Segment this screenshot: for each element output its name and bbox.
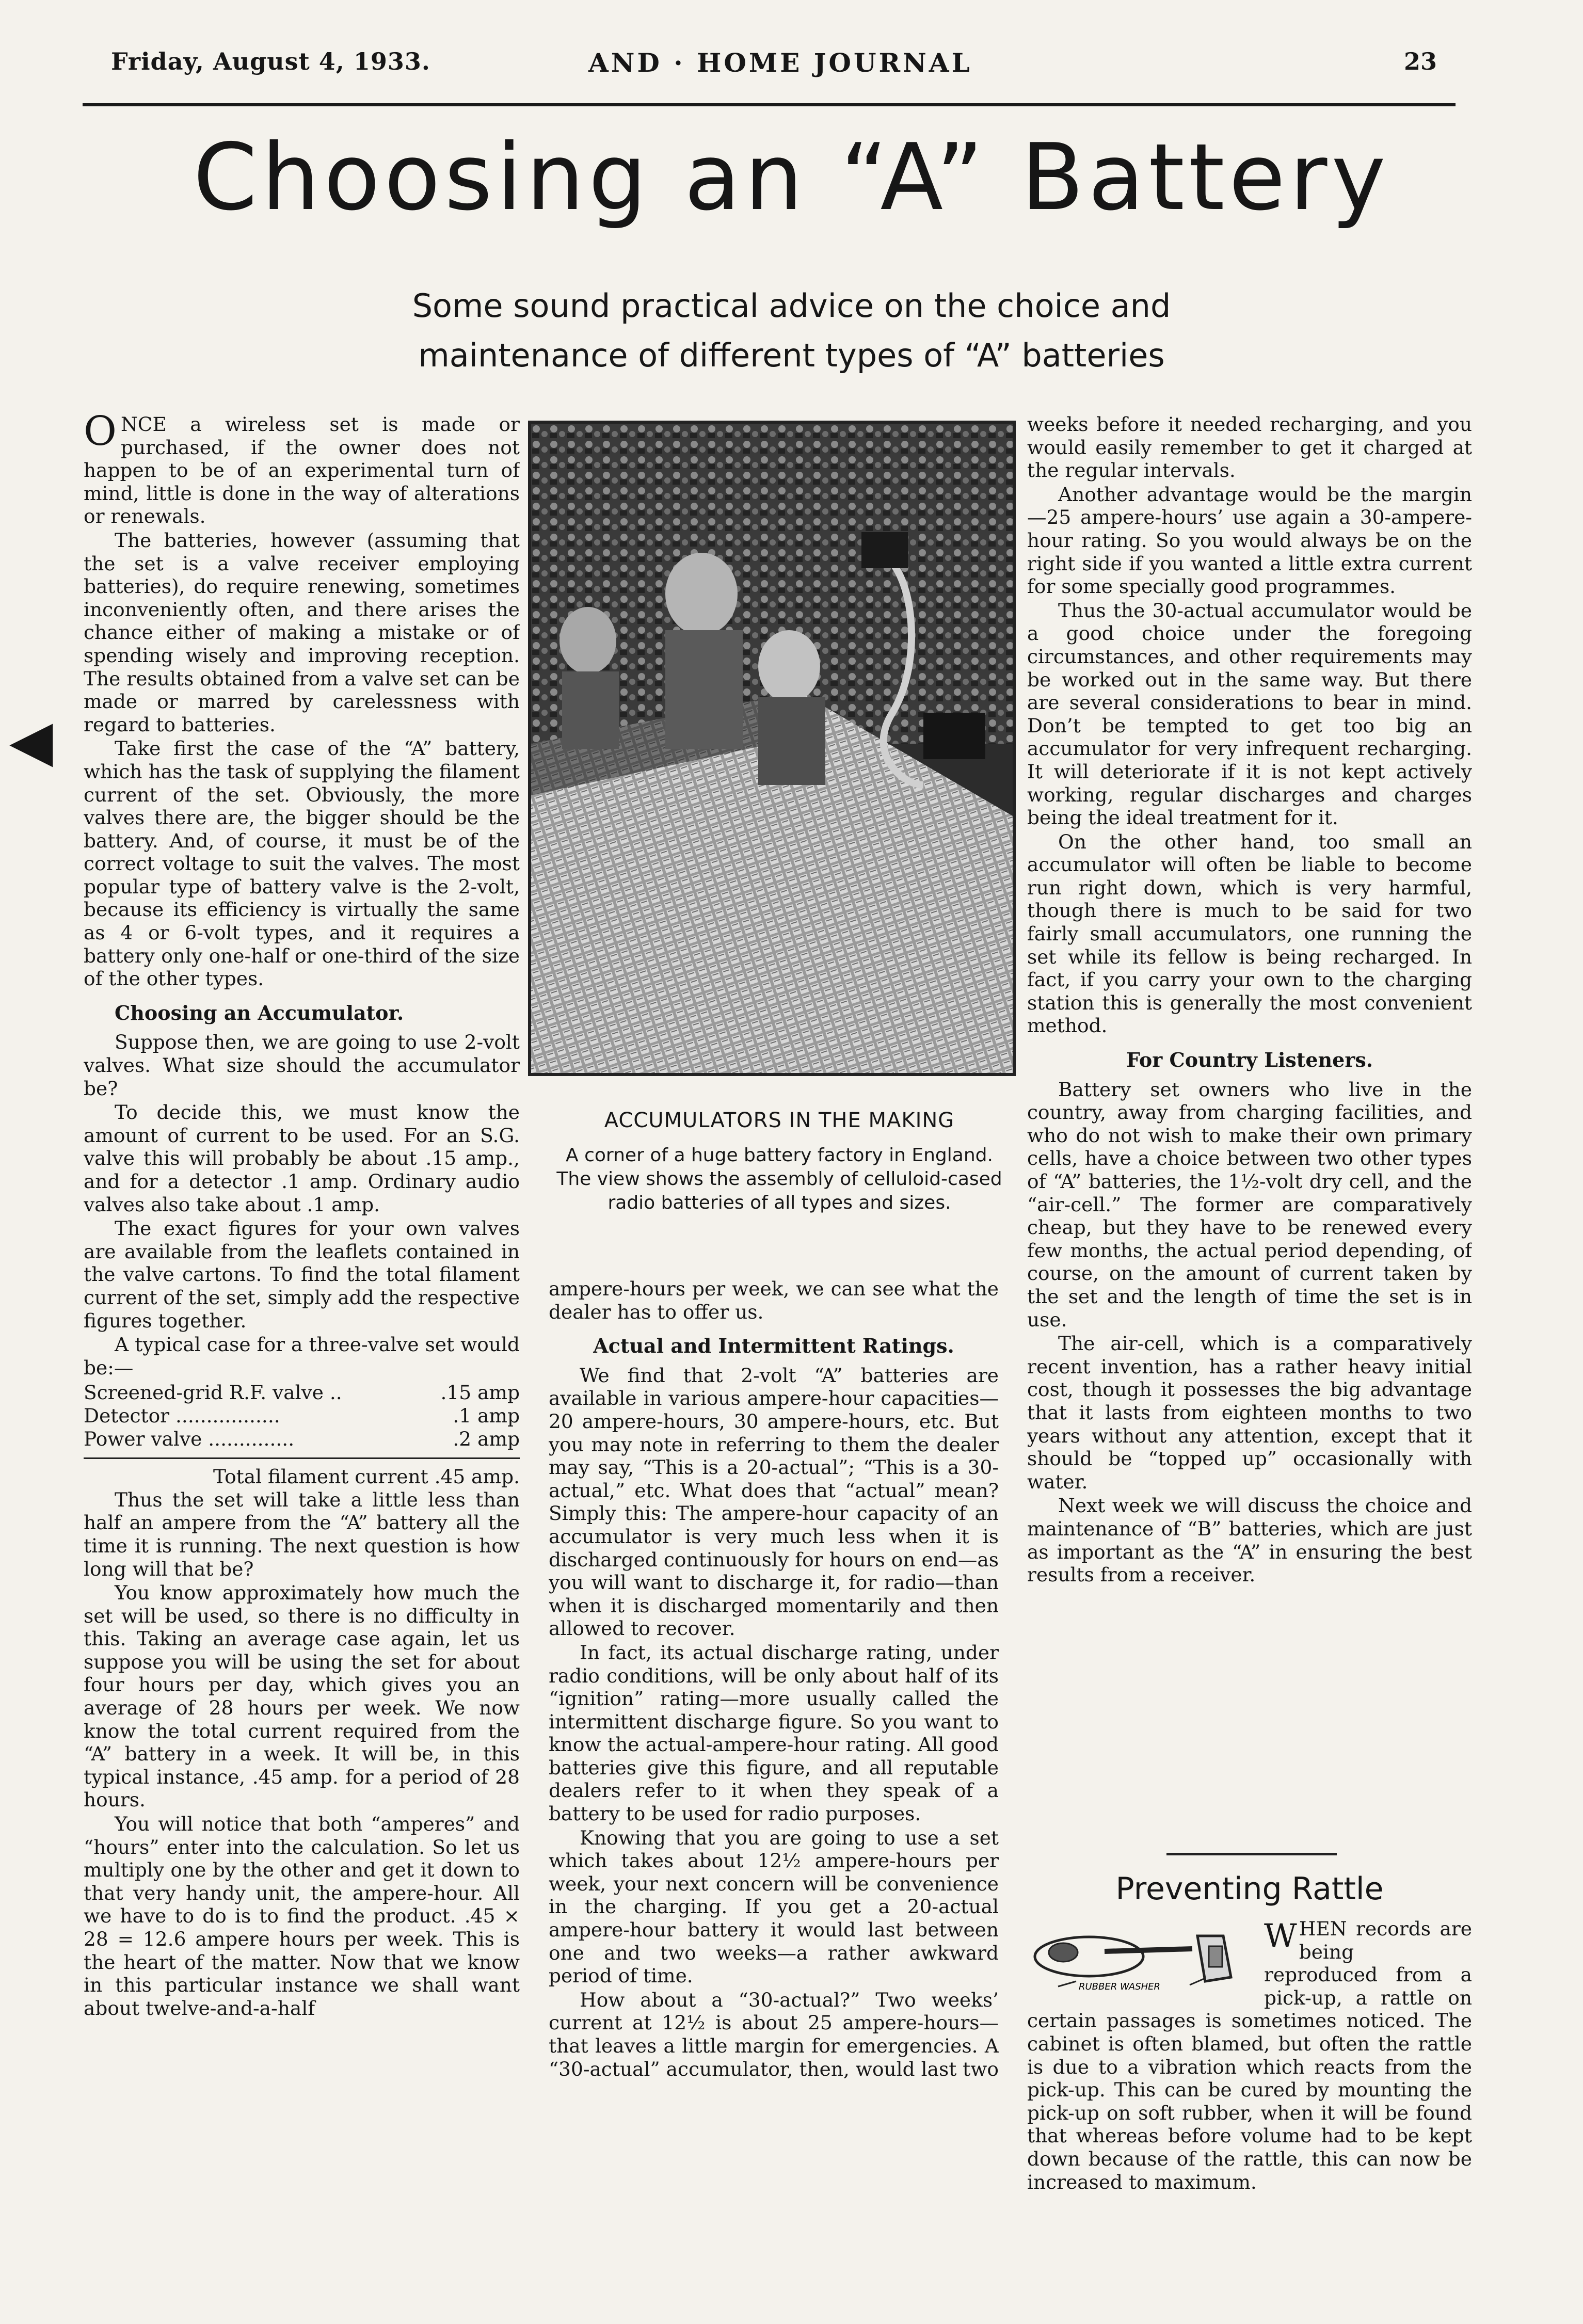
pickup-illustration bbox=[1027, 1920, 1257, 1998]
factory-photo bbox=[528, 421, 1016, 1076]
drop-cap: O bbox=[84, 413, 117, 455]
paragraph: The air-cell, which is a comparatively recent invention, has a rather heavy initial cost, though it possesses the big advantage that it lasts from eighteen months to two years without any attention, except that it should be “topped up” occasionally with water. bbox=[1027, 1332, 1472, 1493]
paragraph: The batteries, however (assuming that the set is a valve receiver employing batteries), do require renewing, sometimes inconveniently often, and there arises the chance either of making a mistake or of spending wisely and improving reception. The results obtained from a valve set can be made or marred by carelessness with regard to batteries. bbox=[84, 528, 520, 736]
paragraph: Thus the 30-actual accumulator would be a good choice under the foregoing circumstances, and other requirements may be worked out in the same way. But there are several considerations to bear in mind. Don’t be tempted to get too big an accumulator for very infrequent recharging. It will deteriorate if it is not kept actively working, regular discharges and charges being the ideal treatment for it. bbox=[1027, 599, 1472, 829]
margin-arrow-mark: ◀ bbox=[9, 708, 53, 774]
intro-paragraph: ONCE a wireless set is made or purchased, if the owner does not happen to be of an experimental turn of mind, little is done in the way of alterations or renewals. bbox=[84, 413, 520, 528]
header-rule bbox=[83, 103, 1456, 106]
paragraph: How about a “30-actual?” Two weeks’ current at 12½ is about 25 ampere-hours—that leaves a little margin for emergencies. A “30-actual” accumulator, then, would last two bbox=[549, 1988, 999, 2080]
header-date: Friday, August 4, 1933. bbox=[111, 47, 430, 75]
paragraph: A typical case for a three-valve set would be:— bbox=[84, 1333, 520, 1379]
filament-current-table bbox=[84, 1381, 520, 1450]
paragraph: ampere-hours per week, we can see what the dealer has to offer us. bbox=[549, 1277, 999, 1323]
paragraph: You will notice that both “amperes” and “hours” enter into the calculation. So let us multiply one by the other and get it down to that very handy unit, the ampere-hour. All we have to do is to find the product. .45 × 28 = 12.6 ampere hours per week. This is the heart of the matter. Now that we know in this particular instance we shall want about twelve-and-a-half bbox=[84, 1813, 520, 2020]
table-row bbox=[84, 1428, 520, 1451]
table-row bbox=[84, 1381, 520, 1404]
subtitle-line-1: Some sound practical advice on the choice and bbox=[412, 287, 1171, 325]
table-cell-label: Power valve .............. bbox=[84, 1427, 295, 1450]
section-heading: Choosing an Accumulator. bbox=[115, 1001, 404, 1024]
table-cell-value: .15 amp bbox=[440, 1381, 520, 1404]
header-page-number: 23 bbox=[1404, 47, 1437, 75]
paragraph: In fact, its actual discharge rating, under radio conditions, will be only about half of its “ignition” rating—more usually called the intermittent discharge figure. So you want to know the actual-ampere-hour rating. All good batteries give this figure, and all reputable dealers refer to it when they speak of a battery to be used for radio purposes. bbox=[549, 1641, 999, 1825]
pickup-diagram bbox=[1027, 1920, 1257, 1998]
table-cell-label: Detector ................. bbox=[84, 1404, 280, 1427]
paragraph: weeks before it needed recharging, and you would easily remember to get it charged at the regular intervals. bbox=[1027, 413, 1472, 482]
article-title: Choosing an “A” Battery bbox=[193, 124, 1390, 231]
factory-photo-image bbox=[531, 424, 1013, 1073]
paragraph: On the other hand, too small an accumulator will often be liable to become run right down, which is very harmful, though there is much to be said for two fairly small accumulators, one running the set while its fellow is being recharged. In fact, if you carry your own to the charging station this is generally the most convenient method. bbox=[1027, 830, 1472, 1037]
table-cell-value: .1 amp bbox=[453, 1404, 520, 1427]
paragraph: Knowing that you are going to use a set which takes about 12½ ampere-hours per week, your next concern will be convenience in the charging. If you get a 20-actual ampere-hour battery it would last between one and two weeks—a rather awkward period of time. bbox=[549, 1826, 999, 1988]
photo-caption-title: ACCUMULATORS IN THE MAKING bbox=[604, 1109, 955, 1132]
header-publication: AND · HOME JOURNAL bbox=[588, 47, 972, 78]
photo-caption-body: A corner of a huge battery factory in England. The view shows the assembly of celluloid-cased radio batteries of all types and sizes. bbox=[556, 1145, 1002, 1213]
paragraph: You know approximately how much the set will be used, so there is no difficulty in this. Taking an average case again, let us suppose you will be using the set for about four hours per day, which gives you an average of 28 hours per week. We now know the total current required from the “A” battery in a week. It will be, in this typical instance, .45 amp. for a period of 28 hours. bbox=[84, 1581, 520, 1812]
column-1 bbox=[84, 413, 520, 2271]
subtitle-line-2: maintenance of different types of “A” batteries bbox=[418, 336, 1165, 374]
rattle-title: Preventing Rattle bbox=[1115, 1871, 1384, 1907]
table-row bbox=[84, 1404, 520, 1428]
column-3 bbox=[1027, 413, 1472, 1848]
figure-label: RUBBER WASHER bbox=[1079, 1981, 1161, 1992]
paragraph: Thus the set will take a little less than half an ampere from the “A” battery all the time it is running. The next question is how long will that be? bbox=[84, 1488, 520, 1580]
article-subtitle bbox=[0, 281, 1583, 380]
rattle-article bbox=[1027, 1917, 1472, 2268]
paragraph: To decide this, we must know the amount of current to be used. For an S.G. valve this will probably be about .15 amp., and for a detector .1 amp. Ordinary audio valves also take about .1 amp. bbox=[84, 1101, 520, 1216]
section-divider bbox=[1166, 1853, 1337, 1855]
drop-cap: W bbox=[1264, 1917, 1297, 1954]
paragraph: We find that 2-volt “A” batteries are available in various ampere-hour capacities—20 ampere-hours, 30 ampere-hours, etc. But you may note in referring to them the dealer may say, “This is a 20-actual”; “This is a 30-actual,” etc. What does that “actual” mean? Simply this: The ampere-hour capacity of an accumulator is very much less when it is discharged continuously for hours on end—as you will want to discharge it, for radio—than when it is discharged momentarily and then allowed to recover. bbox=[549, 1364, 999, 1640]
section-heading: Actual and Intermittent Ratings. bbox=[593, 1334, 954, 1358]
paragraph: Another advantage would be the margin—25 ampere-hours’ use again a 30-ampere-hour rating. So you would always be on the right side if you wanted a little extra current for some specially good programmes. bbox=[1027, 483, 1472, 598]
paragraph: Suppose then, we are going to use 2-volt valves. What size should the accumulator be? bbox=[84, 1031, 520, 1100]
paragraph: Take first the case of the “A” battery, which has the task of supplying the filament current of the set. Obviously, the more valves there are, the bigger should be the battery. And, of course, it must be of the correct voltage to suit the valves. The most popular type of battery valve is the 2-volt, because its efficiency is virtually the same as 4 or 6-volt types, and it requires a battery only one-half or one-third of the size of the other types. bbox=[84, 737, 520, 990]
table-total: Total filament current .45 amp. bbox=[84, 1457, 520, 1488]
paragraph: WHEN records are being reproduced from a pick-up, a rattle on certain passages is sometimes noticed. The cabinet is often blamed, but often the rattle is due to a vibration which reacts from the pick-up. This can be cured by mounting the pick-up on soft rubber, when it will be found that whereas before volume had to be kept down because of the rattle, this can now be increased to maximum. bbox=[1027, 1917, 1472, 2193]
paragraph: Next week we will discuss the choice and maintenance of “B” batteries, which are just as important as the “A” in ensuring the best results from a receiver. bbox=[1027, 1494, 1472, 1586]
column-2 bbox=[549, 1277, 999, 2271]
paragraph: The exact figures for your own valves are available from the leaflets contained in the valve cartons. To find the total filament current of the set, simply add the respective figures together. bbox=[84, 1217, 520, 1332]
table-cell-label: Screened-grid R.F. valve .. bbox=[84, 1381, 342, 1404]
section-heading: For Country Listeners. bbox=[1126, 1048, 1373, 1072]
table-cell-value: .2 amp bbox=[453, 1427, 520, 1450]
paragraph: Battery set owners who live in the country, away from charging facilities, and who do not wish to make their own primary cells, have a choice between two other types of “A” batteries, the 1½-volt dry cell, and the “air-cell.” The former are comparatively cheap, but they have to be renewed every few months, the actual period depending, of course, on the amount of current taken by the set and the length of time the set is in use. bbox=[1027, 1078, 1472, 1331]
